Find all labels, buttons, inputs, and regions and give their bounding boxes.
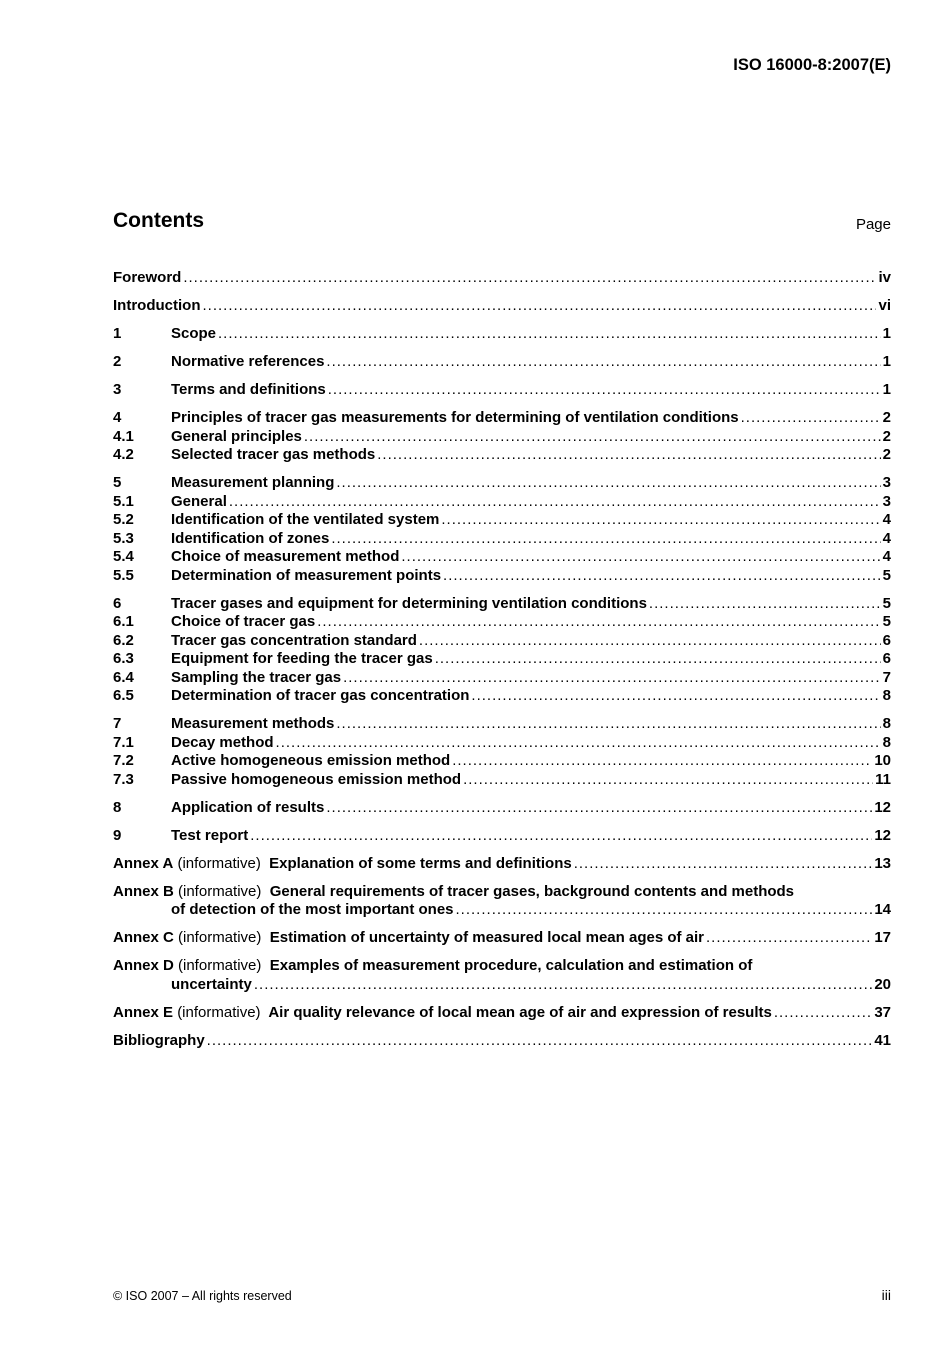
- toc-title: Measurement methods: [171, 715, 335, 732]
- leader-dots: [649, 595, 881, 614]
- toc-title: Tracer gases and equipment for determining ventilation conditions: [171, 594, 647, 612]
- toc-title: Bibliography: [113, 1031, 205, 1049]
- toc-group: [113, 929, 891, 948]
- toc-title: Foreword: [113, 269, 182, 286]
- toc-page: 12: [874, 826, 891, 844]
- toc-page: iv: [878, 269, 891, 286]
- toc-entry-4[interactable]: [113, 409, 891, 428]
- toc-group: [113, 381, 891, 400]
- toc-entry-4-1[interactable]: [113, 428, 891, 447]
- leader-dots: [419, 632, 881, 651]
- toc-page: 5: [882, 566, 891, 584]
- toc-number: 4.2: [113, 446, 134, 463]
- leader-dots: [377, 446, 880, 465]
- toc-page: 6: [882, 631, 891, 649]
- toc-page: 8: [882, 733, 891, 751]
- toc-number: 4: [113, 409, 122, 426]
- toc-title: Test report: [171, 826, 249, 844]
- toc-page: 2: [882, 427, 891, 445]
- toc-group: [113, 883, 891, 920]
- toc-number: 5: [113, 474, 122, 491]
- toc-number: 6: [113, 594, 122, 612]
- annex-type: (informative): [178, 957, 262, 974]
- toc-number: 7.2: [113, 752, 134, 769]
- toc-group: [113, 269, 891, 288]
- toc-page: 7: [882, 668, 891, 686]
- toc-title: Scope: [171, 325, 217, 342]
- table-of-contents: [113, 269, 891, 1060]
- toc-title: Sampling the tracer gas: [171, 668, 342, 686]
- leader-dots: [336, 474, 880, 493]
- toc-title: Identification of zones: [171, 529, 330, 547]
- toc-entry-8[interactable]: [113, 799, 891, 818]
- toc-number: 7.1: [113, 733, 134, 751]
- toc-number: 6.5: [113, 687, 134, 704]
- toc-page: 3: [882, 474, 891, 491]
- toc-entry-6-2[interactable]: [113, 632, 891, 651]
- toc-entry-annex-c[interactable]: [113, 929, 891, 948]
- toc-entry-bibliography[interactable]: [113, 1032, 891, 1051]
- toc-page: 37: [874, 1003, 891, 1021]
- toc-page: 11: [875, 770, 891, 788]
- toc-number: 6.3: [113, 650, 134, 667]
- toc-title: [113, 855, 572, 872]
- toc-number: 3: [113, 381, 122, 398]
- annex-title: Air quality relevance of local mean age of air and expression of results: [268, 1003, 772, 1021]
- leader-dots: [443, 567, 881, 586]
- toc-entry-5-3[interactable]: [113, 530, 891, 549]
- toc-number: 6.2: [113, 631, 134, 649]
- toc-page: 8: [882, 687, 891, 704]
- leader-dots: [250, 827, 872, 846]
- leader-dots: [331, 530, 880, 549]
- toc-number: 7: [113, 715, 122, 732]
- toc-entry-5-5[interactable]: [113, 567, 891, 586]
- leader-dots: [304, 428, 881, 447]
- leader-dots: [218, 325, 881, 344]
- standard-id: ISO 16000-8:2007(E): [733, 56, 891, 74]
- toc-number: 1: [113, 325, 122, 342]
- toc-page: 41: [874, 1031, 891, 1049]
- toc-title: General: [171, 492, 227, 510]
- toc-title: Selected tracer gas methods: [171, 446, 376, 463]
- leader-dots: [452, 752, 872, 771]
- annex-label: Annex A: [113, 854, 174, 872]
- toc-entry-7[interactable]: [113, 715, 891, 734]
- leader-dots: [401, 548, 880, 567]
- toc-group: [113, 595, 891, 706]
- leader-dots: [336, 715, 880, 734]
- toc-number: 5.4: [113, 548, 134, 565]
- leader-dots: [435, 650, 881, 669]
- leader-dots: [183, 269, 876, 288]
- toc-entry-annex-d-cont[interactable]: [113, 976, 891, 995]
- toc-title: Equipment for feeding the tracer gas: [171, 650, 433, 667]
- leader-dots: [276, 734, 881, 753]
- leader-dots: [741, 409, 881, 428]
- leader-dots: [463, 771, 873, 790]
- leader-dots: [229, 493, 881, 512]
- annex-label: Annex B: [113, 882, 174, 900]
- toc-page: 13: [874, 854, 891, 872]
- leader-dots: [254, 976, 872, 995]
- toc-group: [113, 325, 891, 344]
- leader-dots: [456, 901, 873, 920]
- annex-label: Annex E: [113, 1003, 174, 1021]
- toc-entry-5-1[interactable]: [113, 493, 891, 512]
- toc-entry-annex-b-cont[interactable]: [113, 901, 891, 920]
- toc-page: 4: [882, 511, 891, 528]
- toc-entry-annex-b[interactable]: [113, 883, 891, 902]
- annex-title: Estimation of uncertainty of measured local mean ages of air: [269, 929, 705, 946]
- toc-entry-annex-e[interactable]: [113, 1004, 891, 1023]
- toc-page: 17: [874, 929, 891, 946]
- toc-number: 2: [113, 353, 122, 370]
- toc-entry-1[interactable]: [113, 325, 891, 344]
- leader-dots: [471, 687, 880, 706]
- leader-dots: [207, 1032, 873, 1051]
- toc-title: Determination of measurement points: [171, 566, 442, 584]
- toc-group: [113, 409, 891, 465]
- toc-title: Choice of tracer gas: [171, 613, 316, 630]
- page-column-label: Page: [855, 216, 891, 233]
- annex-label: Annex D: [113, 957, 174, 974]
- toc-title: Decay method: [171, 733, 274, 751]
- toc-page: 14: [874, 901, 891, 918]
- toc-page: 12: [874, 798, 891, 816]
- toc-number: 6.1: [113, 613, 134, 630]
- toc-entry-4-2[interactable]: [113, 446, 891, 465]
- toc-page: 8: [882, 715, 891, 732]
- annex-title: Explanation of some terms and definitions: [269, 854, 572, 872]
- toc-number: 5.2: [113, 511, 134, 528]
- toc-entry-9[interactable]: [113, 827, 891, 846]
- toc-entry-2[interactable]: [113, 353, 891, 372]
- leader-dots: [326, 799, 872, 818]
- toc-page: 1: [882, 325, 891, 342]
- leader-dots: [574, 855, 873, 874]
- toc-entry-7-3[interactable]: [113, 771, 891, 790]
- toc-title-continued: of detection of the most important ones: [171, 901, 454, 918]
- toc-title: Identification of the ventilated system: [171, 511, 440, 528]
- toc-title: [113, 929, 704, 946]
- toc-number: 9: [113, 826, 122, 844]
- toc-title: Determination of tracer gas concentration: [171, 687, 470, 704]
- toc-title-continued: uncertainty: [171, 975, 252, 993]
- leader-dots: [343, 669, 881, 688]
- toc-group: [113, 353, 891, 372]
- toc-title: Application of results: [171, 798, 325, 816]
- toc-entry-annex-a[interactable]: [113, 855, 891, 874]
- toc-title: Normative references: [171, 353, 325, 370]
- copyright-notice: © ISO 2007 – All rights reserved: [113, 1289, 292, 1303]
- toc-page: 5: [882, 613, 891, 630]
- annex-type: (informative): [178, 882, 262, 900]
- leader-dots: [202, 297, 876, 316]
- toc-title: [113, 957, 752, 974]
- toc-title: Active homogeneous emission method: [171, 752, 451, 769]
- toc-title: [113, 883, 794, 900]
- leader-dots: [774, 1004, 872, 1023]
- toc-title: General principles: [171, 427, 302, 445]
- toc-page: 10: [874, 752, 891, 769]
- toc-entry-7-2[interactable]: [113, 752, 891, 771]
- toc-page: 2: [882, 446, 891, 463]
- toc-page: 3: [882, 492, 891, 510]
- toc-title: Measurement planning: [171, 474, 335, 491]
- annex-type: (informative): [177, 854, 261, 872]
- toc-title: Introduction: [113, 297, 201, 314]
- toc-page: 1: [882, 381, 891, 398]
- leader-dots: [328, 381, 881, 400]
- toc-page: vi: [878, 297, 891, 314]
- toc-entry-6-5[interactable]: [113, 687, 891, 706]
- toc-entry-foreword[interactable]: [113, 269, 891, 288]
- toc-page: 4: [882, 529, 891, 547]
- toc-title: Passive homogeneous emission method: [171, 770, 462, 788]
- toc-title: Choice of measurement method: [171, 548, 400, 565]
- annex-label: Annex C: [113, 929, 174, 946]
- contents-heading: Contents: [113, 209, 204, 232]
- toc-page: 1: [882, 353, 891, 370]
- toc-entry-6[interactable]: [113, 595, 891, 614]
- toc-entry-7-1[interactable]: [113, 734, 891, 753]
- toc-page: 6: [882, 650, 891, 667]
- toc-group: [113, 474, 891, 585]
- toc-entry-6-1[interactable]: [113, 613, 891, 632]
- toc-number: 7.3: [113, 770, 134, 788]
- toc-group: [113, 715, 891, 789]
- toc-page: 4: [882, 548, 891, 565]
- page-number: iii: [881, 1287, 891, 1303]
- annex-title: Examples of measurement procedure, calculation and estimation of: [269, 957, 753, 974]
- toc-entry-3[interactable]: [113, 381, 891, 400]
- leader-dots: [317, 613, 880, 632]
- leader-dots: [706, 929, 872, 948]
- leader-dots: [441, 511, 880, 530]
- toc-page: 2: [882, 409, 891, 426]
- toc-group: [113, 855, 891, 874]
- toc-entry-5[interactable]: [113, 474, 891, 493]
- toc-title: Terms and definitions: [171, 381, 326, 398]
- toc-group: [113, 957, 891, 994]
- toc-entry-5-2[interactable]: [113, 511, 891, 530]
- toc-number: 4.1: [113, 427, 134, 445]
- toc-entry-annex-d[interactable]: [113, 957, 891, 976]
- toc-group: [113, 1032, 891, 1051]
- toc-title: Tracer gas concentration standard: [171, 631, 417, 649]
- toc-page: 5: [882, 594, 891, 612]
- toc-page: 20: [874, 975, 891, 993]
- toc-number: 6.4: [113, 668, 134, 686]
- toc-entry-6-3[interactable]: [113, 650, 891, 669]
- annex-type: (informative): [178, 929, 262, 946]
- annex-type: (informative): [177, 1003, 261, 1021]
- toc-title: [113, 1004, 772, 1021]
- toc-entry-6-4[interactable]: [113, 669, 891, 688]
- toc-number: 8: [113, 798, 122, 816]
- toc-number: 5.3: [113, 529, 134, 547]
- leader-dots: [326, 353, 880, 372]
- toc-group: [113, 1004, 891, 1023]
- toc-number: 5.1: [113, 492, 134, 510]
- toc-group: [113, 799, 891, 818]
- annex-title: General requirements of tracer gases, background contents and methods: [269, 882, 795, 900]
- toc-group: [113, 827, 891, 846]
- toc-group: [113, 297, 891, 316]
- toc-title: Principles of tracer gas measurements for determining of ventilation conditions: [171, 409, 739, 426]
- toc-entry-5-4[interactable]: [113, 548, 891, 567]
- toc-entry-introduction[interactable]: [113, 297, 891, 316]
- toc-number: 5.5: [113, 566, 134, 584]
